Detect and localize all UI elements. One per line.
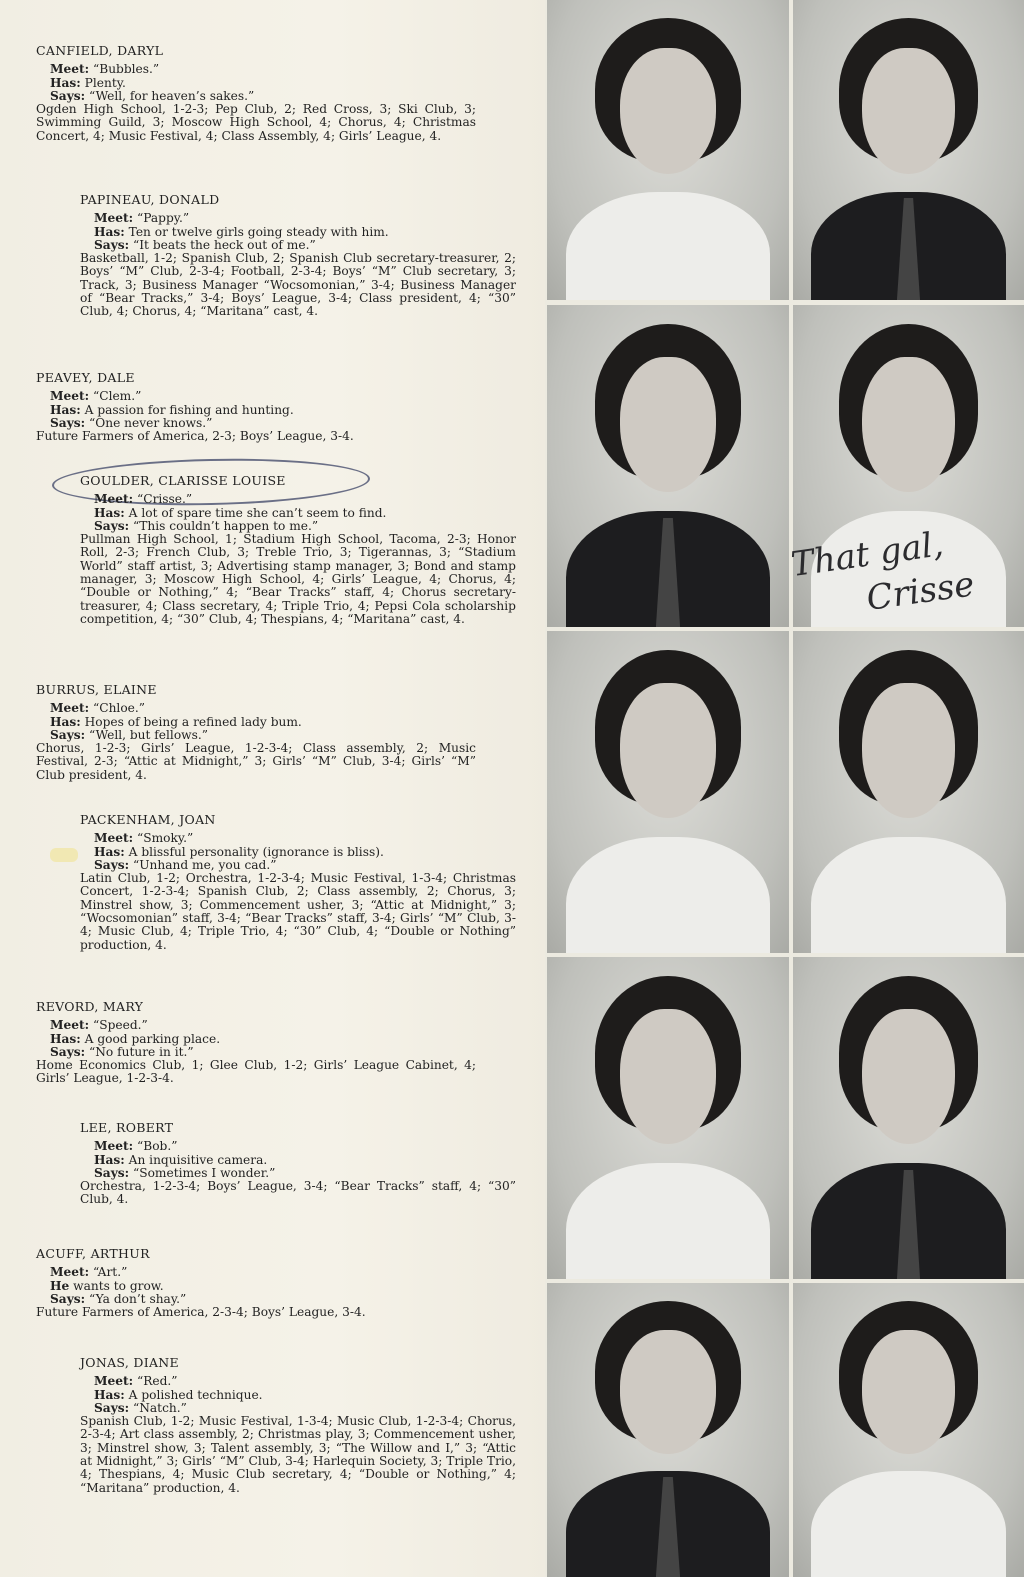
senior-entry: [36, 44, 476, 143]
meet-line: Meet: “Crisse.”: [94, 492, 193, 507]
portrait-grid: [545, 0, 1024, 1577]
says-line: Says: “Well, but fellows.”: [50, 727, 208, 742]
handwritten-signature: That gal, Crisse: [788, 524, 977, 619]
senior-entry: [36, 1000, 476, 1086]
has-line: Has: Hopes of being a refined lady bum.: [50, 714, 302, 729]
activities: Future Farmers of America, 2-3-4; Boys’ League, 3-4.: [36, 1305, 366, 1320]
senior-entry: [80, 1121, 516, 1207]
activities: Spanish Club, 1-2; Music Festival, 1-3-4; Music Club, 1-2-3-4; Chorus, 2-3-4; Art class assembly, 2; Christmas play, 3; Commencement usher, 3; Minstrel show, 3; Talent assembly, 3; “The Willow and I,” 3; “Attic at Midnight,” 3; Girls’ “M” Club, 3-4; Harlequin Society, 3; Triple Trio, 4; Thespians, 4; Music Club secretary, 4; “Double or Nothing,” 4; “Maritana” production, 4.: [80, 1414, 516, 1495]
has-line: Has: An inquisitive camera.: [94, 1152, 268, 1167]
senior-name: LEE, ROBERT: [80, 1120, 174, 1135]
has-line: Has: A polished technique.: [94, 1387, 263, 1402]
activities: Ogden High School, 1-2-3; Pep Club, 2; Red Cross, 3; Ski Club, 3; Swimming Guild, 3; Moscow High School, 4; Chorus, 4; Christmas Concert, 4; Music Festival, 4; Class Assembly, 4; Girls’ League, 4.: [36, 102, 476, 143]
activities: Home Economics Club, 1; Glee Club, 1-2; Girls’ League Cabinet, 4; Girls’ League, 1-2-3-4.: [36, 1058, 476, 1086]
senior-name: REVORD, MARY: [36, 999, 144, 1014]
says-line: Says: “Natch.”: [94, 1400, 187, 1415]
meet-line: Meet: “Smoky.”: [94, 831, 194, 846]
senior-name: CANFIELD, DARYL: [36, 43, 164, 58]
meet-line: Meet: “Chloe.”: [50, 701, 145, 716]
activities: Latin Club, 1-2; Orchestra, 1-2-3-4; Music Festival, 1-3-4; Christmas Concert, 1-2-3-4; Spanish Club, 2; Class assembly, 2; Chorus, 3; Minstrel show, 3; Commencement usher, 3; “Attic at Midnight,” 3; “Wocsomonian” staff, 3-4; “Bear Tracks” staff, 3-4; Girls’ “M” Club, 3-4; Music Club, 4; Triple Trio, 4; “30” Club, 4; “Double or Nothing” production, 4.: [80, 871, 516, 952]
meet-line: Meet: “Red.”: [94, 1374, 178, 1389]
activities: Orchestra, 1-2-3-4; Boys’ League, 3-4; “Bear Tracks” staff, 4; “30” Club, 4.: [80, 1179, 516, 1207]
senior-entry: [80, 193, 516, 319]
activities: Basketball, 1-2; Spanish Club, 2; Spanish Club secretary-treasurer, 2; Boys’ “M” Club, 2-3-4; Football, 2-3-4; Boys’ “M” Club secretary, 3; Track, 3; Business Manager “Wocsomonian,” 3-4; Business Manager of “Bear Tracks,” 3-4; Boys’ League, 3-4; Class president, 4; “30” Club, 4; Chorus, 4; “Maritana” cast, 4.: [80, 251, 516, 319]
he-line: He wants to grow.: [50, 1278, 164, 1293]
meet-line: Meet: “Bob.”: [94, 1139, 178, 1154]
senior-name: BURRUS, ELAINE: [36, 682, 157, 697]
meet-line: Meet: “Bubbles.”: [50, 62, 160, 77]
portrait-photo: [793, 0, 1024, 300]
says-line: Says: “This couldn’t happen to me.”: [94, 518, 319, 533]
senior-entry: [36, 1247, 476, 1319]
senior-name: ACUFF, ARTHUR: [36, 1246, 150, 1261]
portrait-photo: [547, 305, 789, 627]
meet-line: Meet: “Pappy.”: [94, 211, 190, 226]
says-line: Says: “Unhand me, you cad.”: [94, 857, 277, 872]
activities: Future Farmers of America, 2-3; Boys’ League, 3-4.: [36, 429, 354, 444]
says-line: Says: “No future in it.”: [50, 1044, 194, 1059]
senior-entry: [80, 474, 516, 626]
highlighter-mark: [50, 848, 78, 862]
senior-entry: [36, 371, 476, 443]
portrait-photo: [793, 1283, 1024, 1577]
has-line: Has: Plenty.: [50, 75, 126, 90]
senior-name: GOULDER, CLARISSE LOUISE: [80, 473, 286, 488]
senior-entry: [36, 683, 476, 782]
has-line: Has: A good parking place.: [50, 1031, 221, 1046]
senior-name: JONAS, DIANE: [80, 1355, 179, 1370]
senior-entry: [80, 813, 516, 952]
has-line: Has: A passion for fishing and hunting.: [50, 402, 294, 417]
portrait-photo: [793, 631, 1024, 953]
says-line: Says: “One never knows.”: [50, 415, 213, 430]
has-line: Has: Ten or twelve girls going steady with him.: [94, 224, 389, 239]
portrait-photo: [547, 1283, 789, 1577]
senior-name: PAPINEAU, DONALD: [80, 192, 220, 207]
meet-line: Meet: “Art.”: [50, 1265, 128, 1280]
meet-line: Meet: “Clem.”: [50, 389, 142, 404]
portrait-photo: [793, 957, 1024, 1279]
has-line: Has: A lot of spare time she can’t seem to find.: [94, 505, 387, 520]
portrait-photo: [547, 631, 789, 953]
senior-entry: [80, 1356, 516, 1495]
activities: Pullman High School, 1; Stadium High School, Tacoma, 2-3; Honor Roll, 2-3; French Club, 3; Treble Trio, 3; Tigerannas, 3; “Stadium World” staff artist, 3; Advertising stamp manager, 3; Bond and stamp manager, 3; Moscow High School, 4; Girls’ League, 4; Chorus, 4; “Double or Nothing,” 4; “Bear Tracks” staff, 4; Chorus secretary-treasurer, 4; Class secretary, 4; Triple Trio, 4; Pepsi Cola scholarship competition, 4; “30” Club, 4; Thespians, 4; “Maritana” cast, 4.: [80, 532, 516, 626]
meet-line: Meet: “Speed.”: [50, 1018, 148, 1033]
says-line: Says: “Sometimes I wonder.”: [94, 1165, 276, 1180]
portrait-photo: [547, 957, 789, 1279]
senior-name: PEAVEY, DALE: [36, 370, 135, 385]
says-line: Says: “Well, for heaven’s sakes.”: [50, 88, 255, 103]
says-line: Says: “Ya don’t shay.”: [50, 1291, 187, 1306]
has-line: Has: A blissful personality (ignorance is bliss).: [94, 844, 384, 859]
portrait-photo: [547, 0, 789, 300]
activities: Chorus, 1-2-3; Girls’ League, 1-2-3-4; Class assembly, 2; Music Festival, 2-3; “Attic at Midnight,” 3; Girls’ “M” Club, 3-4; Girls’ “M” Club president, 4.: [36, 741, 476, 782]
senior-name: PACKENHAM, JOAN: [80, 812, 216, 827]
says-line: Says: “It beats the heck out of me.”: [94, 237, 316, 252]
